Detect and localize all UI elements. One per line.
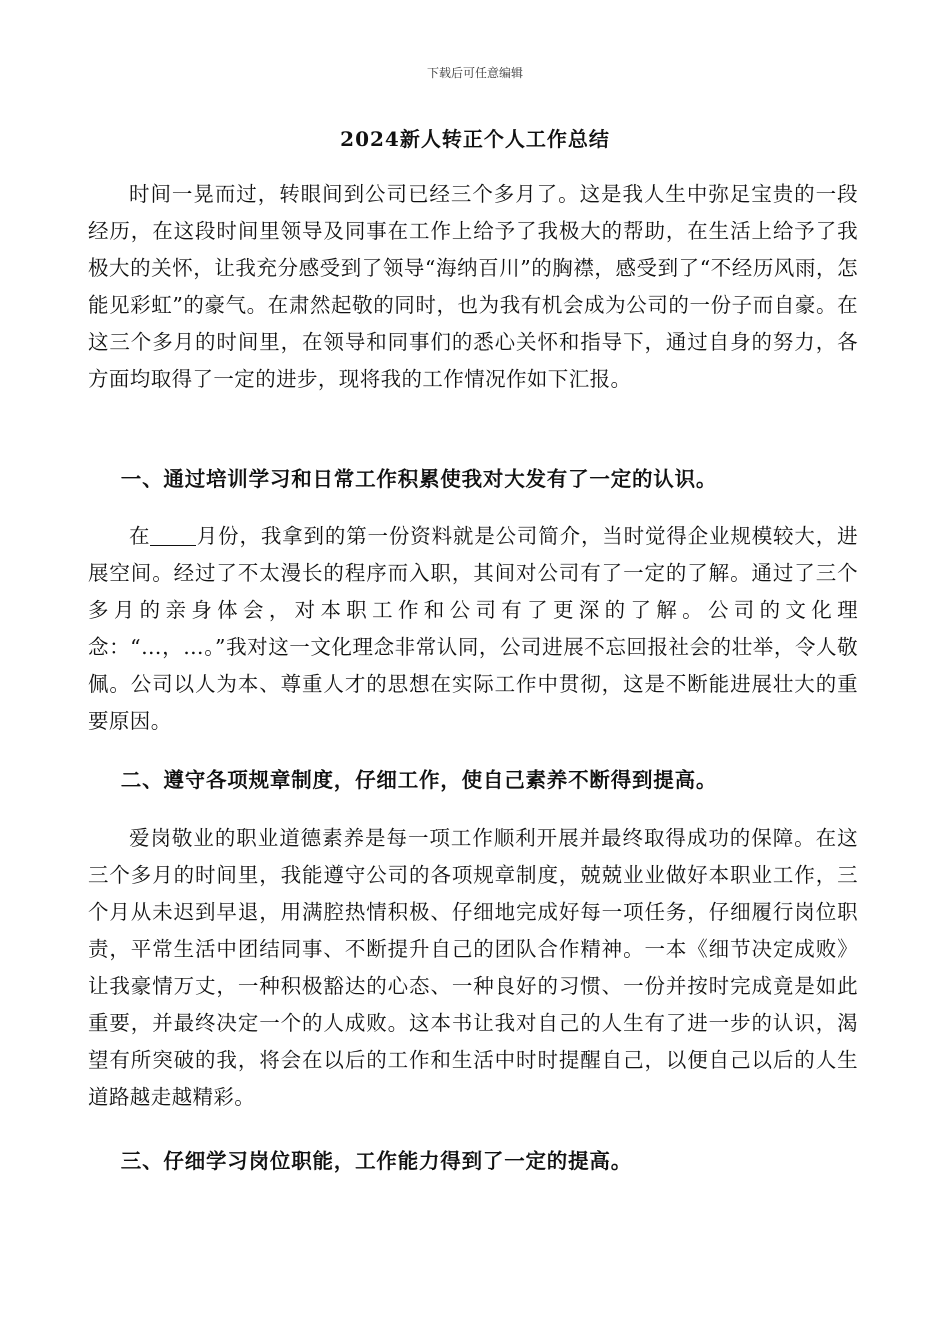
section-1-body <box>88 518 858 740</box>
section-1 <box>88 461 858 498</box>
header-note: 下载后可任意编辑 <box>426 66 523 80</box>
section-1-heading: 一、通过培训学习和日常工作积累使我对大发有了一定的认识。 <box>120 467 718 491</box>
intro-block <box>88 176 858 398</box>
section-2-heading: 二、遵守各项规章制度，仔细工作，使自己素养不断得到提高。 <box>120 768 718 792</box>
section-3-heading: 三、仔细学习岗位职能，工作能力得到了一定的提高。 <box>120 1149 632 1173</box>
section-1-prefix: 在 <box>129 524 151 548</box>
section-1-paragraph <box>88 518 858 740</box>
section-2 <box>88 762 858 799</box>
section-2-body <box>88 820 858 1116</box>
section-3 <box>88 1143 858 1180</box>
fill-in-blank <box>150 525 196 546</box>
section-1-text: 月份，我拿到的第一份资料就是公司简介，当时觉得企业规模较大，进展空间。经过了不太漫长的程序而入职，其间对公司有了一定的了解。通过了三个多月的亲身体会，对本职工作和公司有了更深的了解。公司的文化理念：“…，…。”我对这一文化理念非常认同，公司进展不忘回报社会的壮举，令人敬佩。公司以人为本、尊重人才的思想在实际工作中贯彻，这是不断能进展壮大的重要原因。 <box>88 524 858 733</box>
document-title: 2024新人转正个人工作总结 <box>340 127 610 151</box>
intro-paragraph: 时间一晃而过，转眼间到公司已经三个多月了。这是我人生中弥足宝贵的一段经历，在这段时间里领导及同事在工作上给予了我极大的帮助，在生活上给予了我极大的关怀，让我充分感受到了领导“海纳百川”的胸襟，感受到了“不经历风雨，怎能见彩虹”的豪气。在肃然起敬的同时，也为我有机会成为公司的一份子而自豪。在这三个多月的时间里，在领导和同事们的悉心关怀和指导下，通过自身的努力，各方面均取得了一定的进步，现将我的工作情况作如下汇报。 <box>88 182 858 391</box>
section-2-paragraph: 爱岗敬业的职业道德素养是每一项工作顺利开展并最终取得成功的保障。在这三个多月的时间里，我能遵守公司的各项规章制度，兢兢业业做好本职业工作，三个月从未迟到早退，用满腔热情积极、仔细地完成好每一项任务，仔细履行岗位职责，平常生活中团结同事、不断提升自己的团队合作精神。一本《细节决定成败》让我豪情万丈，一种积极豁达的心态、一种良好的习惯、一份并按时完成竟是如此重要，并最终决定一个的人成败。这本书让我对自己的人生有了进一步的认识，渴望有所突破的我，将会在以后的工作和生活中时时提醒自己，以便自己以后的人生道路越走越精彩。 <box>88 826 858 1109</box>
